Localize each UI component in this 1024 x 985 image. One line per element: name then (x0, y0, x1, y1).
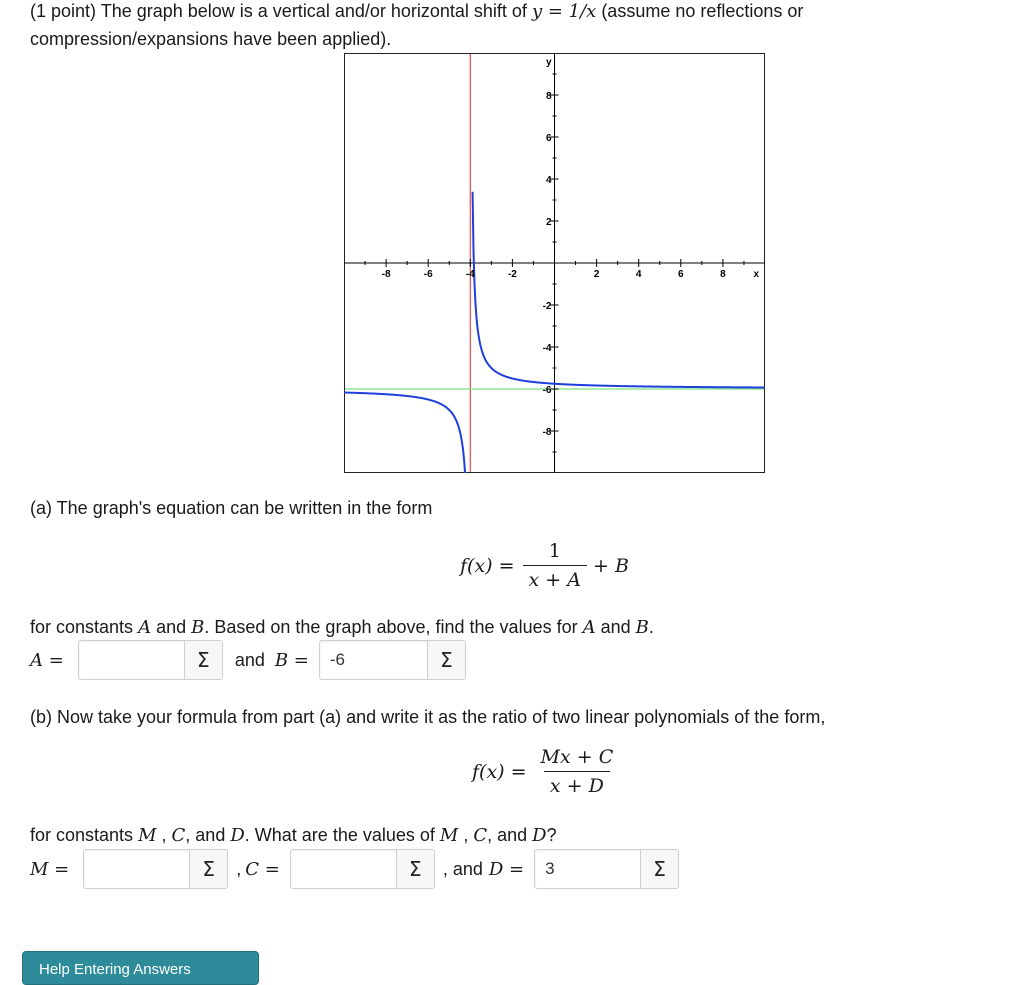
text: and (595, 617, 636, 637)
formula-a-numerator: 1 (548, 540, 561, 562)
text: , (458, 825, 474, 845)
var-m: M (439, 825, 459, 846)
answer-a-box (78, 640, 223, 680)
formula-a (460, 540, 629, 591)
x-tick-label: 8 (720, 269, 726, 280)
formula-b (472, 746, 619, 797)
formula-a-lhs: f(x) = (460, 554, 515, 577)
function-graph (344, 53, 765, 473)
answer-b-input[interactable] (320, 641, 427, 679)
equals-sign: = (542, 1, 569, 22)
formula-a-fraction (523, 540, 587, 591)
formula-b-lhs: f(x) = (472, 760, 527, 783)
x-tick-label: 2 (593, 269, 600, 280)
formula-a-plus-b: + B (592, 554, 629, 577)
y-tick-label: -4 (542, 343, 552, 354)
intro-text-tail: (assume no reflections or (596, 1, 804, 21)
text: . (648, 617, 654, 637)
y-tick-label: 4 (545, 175, 552, 186)
part-b-answers (30, 849, 679, 889)
y-tick-label: 8 (545, 91, 552, 102)
equation-editor-b-button[interactable]: Σ (427, 641, 465, 679)
var-b: B (191, 617, 205, 638)
x-tick-label: 6 (678, 269, 684, 280)
base-function: 1/x (568, 1, 597, 22)
text: for constants (30, 617, 139, 637)
var-a: A (582, 617, 596, 638)
part-a-prompt: (a) The graph's equation can be written in the form (30, 498, 433, 518)
help-entering-answers-button[interactable]: Help Entering Answers (22, 951, 259, 985)
comma-text: , (236, 858, 242, 879)
answer-b-box (319, 640, 466, 680)
x-tick-label: -4 (465, 269, 475, 280)
text: ? (546, 825, 557, 845)
answer-d-box (534, 849, 679, 889)
var-d: D (532, 825, 547, 846)
x-tick-label: -8 (381, 269, 391, 280)
y-tick-label: -2 (542, 301, 552, 312)
intro-text: (1 point) The graph below is a vertical and/or horizontal shift of (30, 1, 532, 21)
var-c: C (171, 825, 186, 846)
answer-c-box (290, 849, 435, 889)
label-b: B = (274, 649, 309, 671)
text: , and (487, 825, 533, 845)
text: and (151, 617, 192, 637)
x-tick-label: 4 (635, 269, 642, 280)
formula-b-denominator: x + D (544, 771, 610, 797)
text: for constants (30, 825, 139, 845)
answer-c-input[interactable] (291, 850, 396, 888)
text: . What are the values of (244, 825, 440, 845)
answer-d-input[interactable] (535, 850, 640, 888)
and-text: , and (442, 858, 483, 879)
label-a: A = (30, 649, 64, 671)
y-axis-label: y (545, 57, 552, 68)
y-tick-label: 2 (545, 217, 552, 228)
y-tick-label: -6 (542, 385, 552, 396)
equation-editor-c-button[interactable]: Σ (396, 850, 434, 888)
equation-editor-d-button[interactable]: Σ (640, 850, 678, 888)
answer-a-input[interactable] (79, 641, 184, 679)
answer-m-box (83, 849, 228, 889)
y-variable: y (531, 1, 543, 22)
text: , (156, 825, 172, 845)
problem-intro (30, 0, 803, 23)
equation-editor-a-button[interactable]: Σ (184, 641, 222, 679)
equation-editor-m-button[interactable]: Σ (189, 850, 227, 888)
formula-a-denominator: x + A (523, 565, 587, 591)
and-text: and (234, 649, 265, 670)
var-b: B (635, 617, 649, 638)
part-a-constants (30, 616, 654, 639)
text: . Based on the graph above, find the values for (204, 617, 583, 637)
problem-intro-line2: compression/expansions have been applied). (30, 29, 392, 49)
var-d: D (230, 825, 245, 846)
text: , and (185, 825, 231, 845)
part-b-constants (30, 824, 557, 847)
x-tick-label: -2 (507, 269, 517, 280)
x-axis-label: x (753, 269, 759, 280)
answer-m-input[interactable] (84, 850, 189, 888)
x-tick-label: -6 (423, 269, 433, 280)
y-tick-label: 6 (545, 133, 552, 144)
var-a: A (138, 617, 152, 638)
var-m: M (138, 825, 157, 846)
formula-b-numerator: Mx + C (540, 746, 614, 768)
formula-b-fraction (535, 746, 620, 797)
label-m: M = (30, 858, 70, 880)
y-tick-label: -8 (542, 427, 552, 438)
label-c: C = (245, 858, 280, 880)
part-a-answers (30, 640, 466, 680)
label-d: D = (488, 858, 525, 880)
var-c: C (473, 825, 488, 846)
part-b-prompt: (b) Now take your formula from part (a) and write it as the ratio of two linear polynomials of the form, (30, 707, 826, 727)
